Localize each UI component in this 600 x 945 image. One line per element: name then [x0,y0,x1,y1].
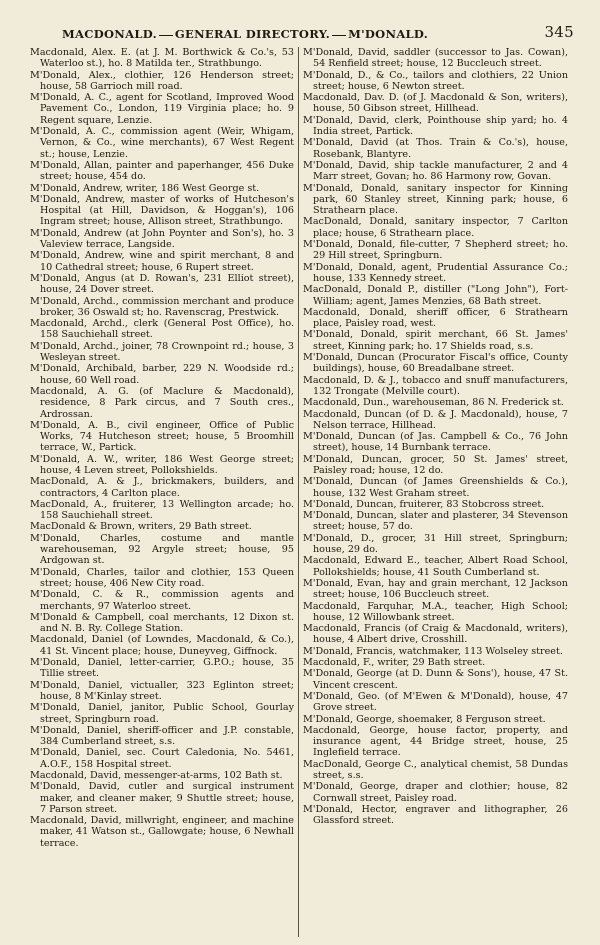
directory-entry: M'Donald & Campbell, coal merchants, 12 Dixon st. and N. B. Ry. College Station. [30,611,294,635]
directory-entry: Macdonald, David, messenger-at-arms, 102 Bath st. [30,770,283,781]
directory-entry: MacDonald, Donald P., distiller ("Long John"), Fort-William; agent, James Menzies, 68 Bath street. [303,284,568,307]
directory-entry: M'Donald, Andrew (at John Poynter and Son's), ho. 3 Valeview terrace, Langside. [30,227,294,251]
directory-entry: Macdonald, D. & J., tobacco and snuff manufacturers, 132 Trongate (Melville court). [303,374,568,397]
header-right-name: M'DONALD. [348,27,429,41]
directory-entry: Macdonald, Farquhar, M.A., teacher, High School; house, 12 Willowbank street. [303,600,568,623]
directory-entry: M'Donald, David, cutler and surgical instrument maker, and cleaner maker, 9 Shuttle street; house, 7 Parson street. [30,781,294,815]
directory-entry: M'Donald, David, ship tackle manufacturer, 2 and 4 Marr street, Govan; ho. 86 Harmony row, Govan. [303,159,568,183]
directory-entry: MacDonald, A. & J., brickmakers, builders, and contractors, 4 Carlton place. [30,476,294,499]
directory-entry: Macdonald, Dun., warehouseman, 86 N. Frederick st. [303,397,564,409]
directory-entry: M'Donald, Duncan (of Jas. Campbell & Co., 76 John street), house, 14 Burnbank terrace. [303,431,568,454]
directory-entry: Macdonald, David, millwright, engineer, and machine maker, 41 Watson st., Gallowgate; house, 6 Newhall terrace. [30,815,294,849]
directory-entry: M'Donald, Archd., commission merchant and produce broker, 36 Oswald st; ho. Ravenscrag, Prestwick. [30,295,294,318]
directory-entry: M'Donald, Angus (at D. Rowan's, 231 Elliot street), house, 24 Dover street. [30,272,294,296]
directory-entry: M'Donald, A. C., agent for Scotland, Improved Wood Pavement Co., London, 119 Virginia place; ho. 9 Regent square, Lenzie. [30,92,294,126]
directory-entry: M'Donald, Duncan, grocer, 50 St. James' street, Paisley road; house, 12 do. [303,453,568,476]
page-number: 345 [544,23,574,41]
header-center: GENERAL DIRECTORY. [174,27,331,41]
directory-entry: MacDonald, George C., analytical chemist, 58 Dundas street, s.s. [303,758,568,781]
directory-entry: M'Donald, George, draper and clothier; house, 82 Cornwall street, Paisley road. [303,781,568,804]
header-rule [332,35,346,36]
directory-entry: M'Donald, Duncan (Procurator Fiscal's office, County buildings), house, 60 Breadalbane street. [303,352,568,375]
right-column [299,47,572,937]
directory-entry: M'Donald, Hector, engraver and lithographer, 26 Glassford street. [303,803,568,827]
directory-entry: M'Donald, Daniel, sheriff-officer and J.P. constable, 384 Cumberland street, s.s. [30,724,294,748]
directory-entry: M'Donald, Duncan, fruiterer, 83 Stobcross street. [303,498,545,510]
directory-entry: M'Donald, A. W., writer, 186 West George street; house, 4 Leven street, Pollokshields. [30,453,294,476]
directory-entry: M'Donald, Donald, file-cutter, 7 Shepherd street; ho. 29 Hill street, Springburn. [303,239,568,262]
page-header [22,23,578,43]
directory-entry: M'Donald, Daniel, janitor, Public School, Gourlay street, Springburn road. [30,702,294,725]
directory-entry: M'Donald, Archd., joiner, 78 Crownpoint rd.; house, 3 Wesleyan street. [30,340,294,364]
directory-entry: MacDonald, Donald, sanitary inspector, 7 Carlton place; house, 6 Strathearn place. [303,216,568,239]
directory-entry: MacDonald, A., fruiterer, 13 Wellington arcade; ho. 158 Sauchiehall street. [30,498,294,522]
directory-columns [26,47,572,937]
directory-entry: Macdonald, Archd., clerk (General Post Office), ho. 158 Sauchiehall street. [30,318,294,341]
directory-entry: M'Donald, Archibald, barber, 229 N. Woodside rd.; house, 60 Well road. [30,363,294,386]
directory-entry: M'Donald, George, shoemaker, 8 Ferguson street. [303,713,546,725]
directory-entry: M'Donald, David, clerk, Pointhouse ship yard; ho. 4 India street, Partick. [303,114,568,138]
directory-entry: Macdonald, Duncan (of D. & J. Macdonald), house, 7 Nelson terrace, Hillhead. [303,408,568,431]
directory-entry: M'Donald, Andrew, master of works of Hutcheson's Hospital (at Hill, Davidson, & Hoggan's), 106 Ingram street; house, Allison street, Strathbungo. [30,193,294,228]
left-column [26,47,299,937]
directory-entry: M'Donald, Daniel, letter-carrier, G.P.O.; house, 35 Tillie street. [30,657,294,680]
directory-entry: M'Donald, Duncan, slater and plasterer, 34 Stevenson street; house, 57 do. [303,510,568,533]
directory-entry: M'Donald, Charles, costume and mantle warehouseman, 92 Argyle street; house, 95 Ardgowan st. [30,532,294,567]
directory-entry: M'Donald, David, saddler (successor to Jas. Cowan), 54 Renfield street; house, 12 Buccleuch street. [303,47,568,70]
directory-entry: M'Donald, Francis, watchmaker, 113 Wolseley street. [303,645,563,657]
directory-entry: M'Donald, A. B., civil engineer, Office of Public Works, 74 Hutcheson street; house, 5 Broomhill terrace, W., Partick. [30,419,294,454]
directory-entry: M'Donald, Donald, agent, Prudential Assurance Co.; house, 133 Kennedy street. [303,261,568,284]
directory-entry: Macdonald, Edward E., teacher, Albert Road School, Pollokshields; house, 41 South Cumberland st. [303,555,568,578]
directory-entry: M'Donald, A. C., commission agent (Weir, Whigam, Vernon, & Co., wine merchants), 67 West Regent st.; house, Lenzie. [30,126,294,160]
directory-entry: M'Donald, D., grocer, 31 Hill street, Springburn; house, 29 do. [303,532,568,556]
directory-entry: M'Donald, Donald, spirit merchant, 66 St. James' street, Kinning park; ho. 17 Shields road, s.s. [303,329,568,352]
directory-entry: M'Donald, Evan, hay and grain merchant, 12 Jackson street; house, 106 Buccleuch street. [303,577,568,601]
directory-entry: M'Donald, Duncan (of James Greenshields & Co.), house, 132 West Graham street. [303,476,568,499]
directory-entry: M'Donald, David (at Thos. Train & Co.'s), house, Rosebank, Blantyre. [303,137,568,160]
directory-entry: M'Donald, C. & R., commission agents and merchants, 97 Waterloo street. [30,589,294,612]
header-left-name: MACDONALD. [62,27,157,41]
directory-entry: M'Donald, Alex., clothier, 126 Henderson street; house, 58 Garrioch mill road. [30,69,294,92]
directory-entry: M'Donald, D., & Co., tailors and clothiers, 22 Union street; house, 6 Newton street. [303,69,568,92]
directory-entry: Macdonald, F., writer, 29 Bath street. [303,657,486,669]
directory-entry: M'Donald, Andrew, writer, 186 West George st. [30,182,260,194]
directory-entry: Macdonald, Donald, sheriff officer, 6 Strathearn place, Paisley road, west. [303,306,568,330]
directory-entry: Macdonald, George, house factor, property, and insurance agent, 44 Bridge street, house, 25 Inglefield terrace. [303,724,568,759]
directory-entry: M'Donald, Geo. (of M'Ewen & M'Donald), house, 47 Grove street. [303,690,568,714]
directory-entry: Macdonald, A. G. (of Maclure & Macdonald), residence, 8 Park circus, and 7 South cres., Ardrossan. [30,385,294,420]
directory-entry: M'Donald, Donald, sanitary inspector for Kinning park, 60 Stanley street, Kinning park; house, 6 Strathearn place. [303,182,568,217]
directory-entry: Macdonald, Alex. E. (at J. M. Borthwick & Co.'s, 53 Waterloo st.), ho. 8 Matilda ter., Strathbungo. [30,47,294,70]
directory-entry: M'Donald, George (at D. Dunn & Sons'), house, 47 St. Vincent crescent. [303,668,568,691]
running-head [62,27,428,41]
directory-entry: Macdonald, Daniel (of Lowndes, Macdonald, & Co.), 41 St. Vincent place; house, Duneyveg, Giffnock. [30,634,294,657]
directory-entry: MacDonald & Brown, writers, 29 Bath street. [30,521,252,533]
header-rule [159,35,173,36]
directory-entry: M'Donald, Charles, tailor and clothier, 153 Queen street; house, 406 New City road. [30,566,294,589]
directory-entry: M'Donald, Allan, painter and paperhanger, 456 Duke street; house, 454 do. [30,159,294,183]
directory-entry: M'Donald, Daniel, sec. Court Caledonia, No. 5461, A.O.F., 158 Hospital street. [30,747,294,770]
directory-entry: M'Donald, Andrew, wine and spirit merchant, 8 and 10 Cathedral street; house, 6 Rupert street. [30,250,294,273]
directory-entry: Macdonald, Dav. D. (of J. Macdonald & Son, writers), house, 50 Gibson street, Hillhead. [303,92,568,115]
directory-entry: M'Donald, Daniel, victualler, 323 Eglinton street; house, 8 M'Kinlay street. [30,679,294,702]
directory-entry: Macdonald, Francis (of Craig & Macdonald, writers), house, 4 Albert drive, Crosshill. [303,623,568,646]
